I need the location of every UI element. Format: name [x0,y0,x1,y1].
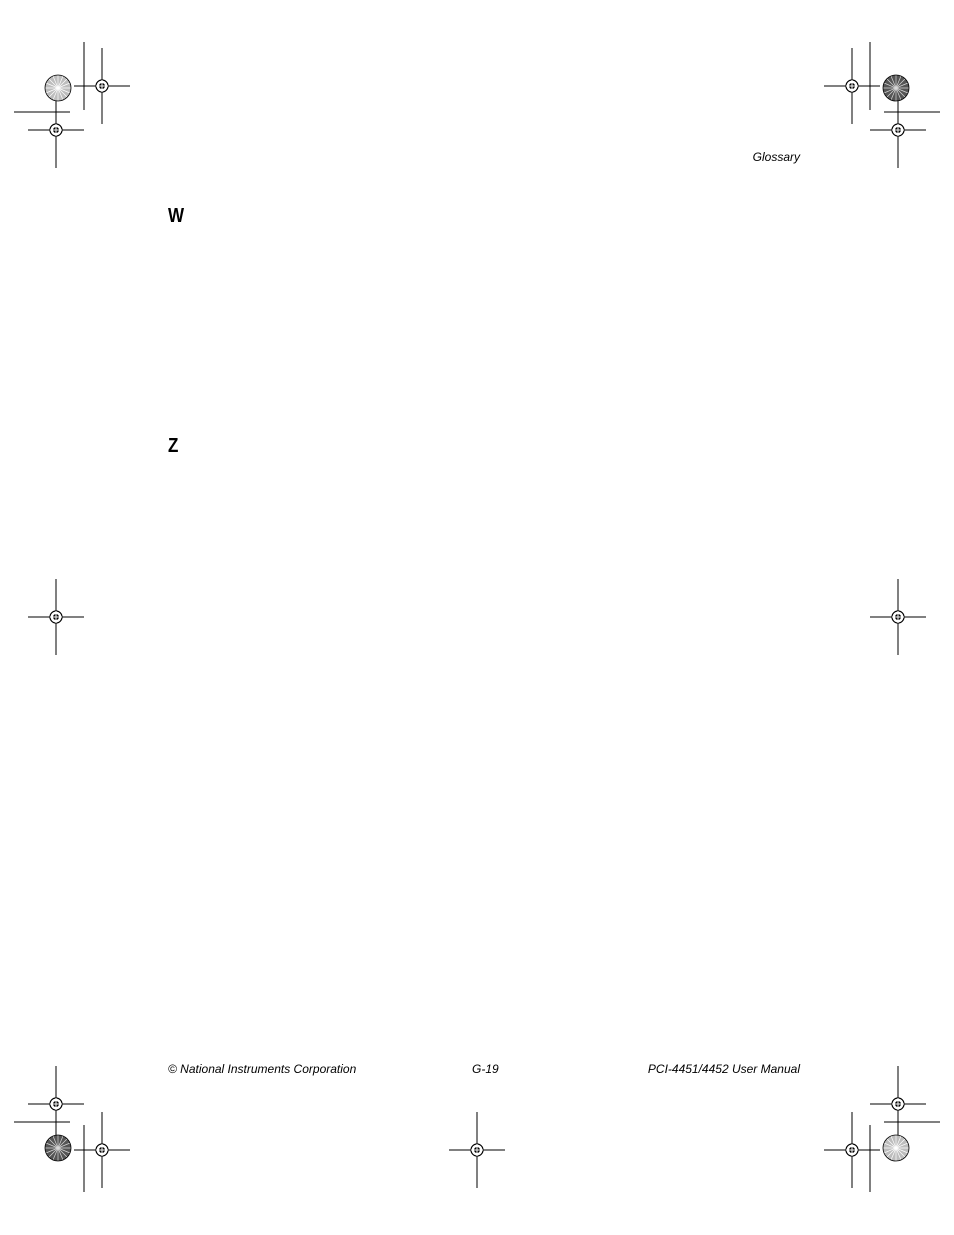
section-heading-z: Z [168,435,179,457]
footer-page-number: G-19 [472,1062,499,1076]
running-header-title: Glossary [752,150,800,164]
footer-copyright: © National Instruments Corporation [168,1062,357,1076]
footer-manual-title: PCI-4451/4452 User Manual [647,1062,800,1076]
section-heading-w: W [168,205,185,227]
